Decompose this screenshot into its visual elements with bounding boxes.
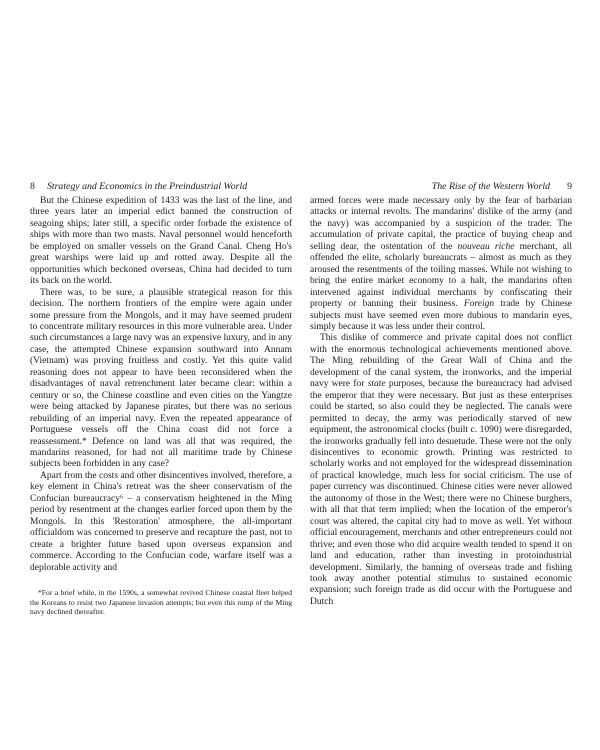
right-running-header [310, 181, 572, 195]
right-running-head-title: The Rise of the Western World [431, 181, 550, 192]
right-body-text [310, 196, 572, 608]
left-body-text [30, 196, 292, 574]
italic-phrase: state [367, 379, 386, 390]
left-running-head-title: Strategy and Economics in the Preindustrial World [47, 181, 248, 192]
text-run: merchant, all offended the elite, scholarly bureaucrats – almost as much as they aroused the resentments of the toiling masses. While not wishing to bring the entire market economy to a halt, the mandarins often intervened against individual merchants by confiscating their property or banning their business. [310, 241, 573, 310]
right-page-number: 9 [567, 181, 572, 192]
left-running-header [30, 181, 292, 195]
italic-phrase: nouveau riche [457, 241, 515, 252]
left-paragraph-2: There was, to be sure, a plausible strategical reason for this decision. The northern frontiers of the empire were again under some pressure from the Mongols, and it may have seemed prudent to concentrate military resources in this more vulnerable area. Under such circumstances a large navy was an expensive luxury, and in any case, the attempted Chinese expansion southward into Annam (Vietnam) was proving fruitless and costly. Yet this quite valid reasoning does not appear to have been reconsidered when the disadvantages of naval retrenchment later became clear: within a century or so, the Chinese coastline and even cities on the Yangtze were being attacked by Japanese pirates, but there was no serious rebuilding of an imperial navy. Even the repeated appearance of Portuguese vessels off the China coast did not force a reassessment.* Defence on land was all that was required, the mandarins reasoned, for had not all maritime trade by Chinese subjects been forbidden in any case? [30, 287, 292, 470]
text-run: armed forces were made necessary only by the fear of barbarian attacks or internal revolts. The mandarins' dislike of the army (and the navy) was accompanied by a suspicion of the trader. The accumulation of private capital, the practice of buying cheap and selling dear, the ostentation of the [310, 196, 572, 252]
left-page [30, 181, 292, 617]
italic-phrase: Foreign [463, 299, 495, 310]
left-page-number: 8 [30, 181, 35, 192]
left-paragraph-3: Apart from the costs and other disincentives involved, therefore, a key element in China's retreat was the sheer conservatism of the Confucian bureaucracy⁶ – a conservatism heightened in the Ming period by resentment at the changes earlier forced upon them by the Mongols. In this 'Restoration' atmosphere, the all-important officialdom was concerned to preserve and recapture the past, not to create a brighter future based upon overseas expansion and commerce. According to the Confucian code, warfare itself was a deplorable activity and [30, 470, 292, 573]
right-paragraph-1 [310, 196, 572, 333]
left-footnote [30, 588, 292, 617]
text-run: This dislike of commerce and private capital does not conflict with the enormous technological achievements mentioned above. The Ming rebuilding of the Great Wall of China and the development of the canal system, the ironworks, and the imperial navy were for [310, 333, 572, 390]
left-paragraph-1: But the Chinese expedition of 1433 was the last of the line, and three years later an imperial edict banned the construction of seagoing ships; later still, a specific order forbade the existence of ships with more than two masts. Naval personnel would henceforth be employed on smaller vessels on the Grand Canal. Cheng Ho's great warships were laid up and rotted away. Despite all the opportunities which beckoned overseas, China had decided to turn its back on the world. [30, 196, 292, 287]
text-run: trade by Chinese subjects must have seemed even more dubious to mandarin eyes, simply because it was less under their control. [310, 299, 572, 332]
right-page [310, 181, 572, 608]
text-run: purposes, because the bureaucracy had advised the emperor that they were necessary. But just as these enterprises could be started, so also could they be neglected. The canals were permitted to decay, the army was periodically starved of new equipment, the astronomical clocks (built c. 1090) were disregarded, the ironworks gradually fell into desuetude. These were not the only disincentives to economic growth. Printing was restricted to scholarly works and not employed for the widespread dissemination of practical knowledge, much less for social criticism. The use of paper currency was discontinued. Chinese cities were never allowed the autonomy of those in the West; there were no Chinese burghers, with all that that term implied; when the location of the emperor's court was altered, the capital city had to move as well. Yet without official encouragement, merchants and other entrepreneurs could not thrive; and even those who did acquire wealth tended to spend it on land and education, rather than investing in protoindustrial development. Similarly, the banning of overseas trade and fishing took away another potential stimulus to sustained economic expansion; such foreign trade as did occur with the Portuguese and Dutch [310, 379, 572, 607]
right-paragraph-2 [310, 333, 572, 608]
footnote-text: *For a brief while, in the 1590s, a somewhat revived Chinese coastal fleet helped the Koreans to resist two Japanese invasion attempts; but even this rump of the Ming navy declined thereafter. [30, 587, 292, 617]
